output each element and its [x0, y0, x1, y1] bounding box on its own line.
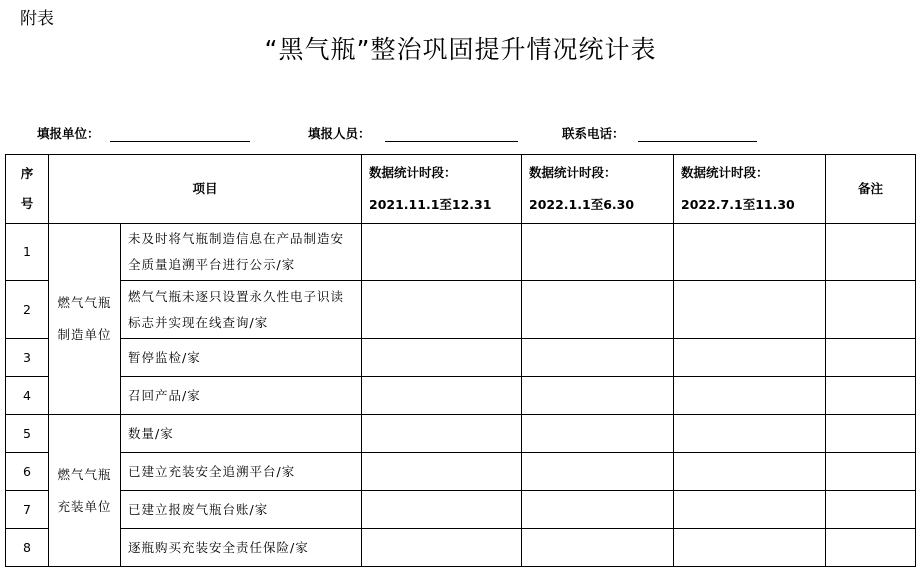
data-cell[interactable]: [362, 377, 522, 415]
group-line1: 燃气气瓶: [57, 295, 112, 310]
data-cell[interactable]: [674, 377, 826, 415]
row-item: 召回产品/家: [121, 377, 362, 415]
phone-label: 联系电话：: [562, 126, 625, 141]
row-number: 8: [6, 529, 49, 567]
header-period-2: [522, 155, 674, 224]
table-row: [6, 415, 916, 453]
data-cell[interactable]: [362, 281, 522, 339]
row-number: 2: [6, 281, 49, 339]
row-item: 未及时将气瓶制造信息在产品制造安全质量追溯平台进行公示/家: [121, 224, 362, 281]
row-item: 燃气气瓶未逐只设置永久性电子识读标志并实现在线查询/家: [121, 281, 362, 339]
statistics-table: [5, 154, 916, 567]
data-cell[interactable]: [362, 529, 522, 567]
period-range: 2022.7.1至11.30: [681, 197, 795, 212]
group-line2: 制造单位: [57, 327, 112, 342]
person-input-line[interactable]: [385, 141, 518, 142]
table-row: [6, 377, 916, 415]
header-seq-line2: 号: [20, 196, 34, 211]
header-period-1: [362, 155, 522, 224]
data-cell[interactable]: [522, 281, 674, 339]
person-label: 填报人员：: [308, 126, 371, 141]
data-cell[interactable]: [674, 453, 826, 491]
table-row: [6, 491, 916, 529]
unit-input-line[interactable]: [110, 141, 250, 142]
table-row: [6, 529, 916, 567]
row-number: 7: [6, 491, 49, 529]
period-label: 数据统计时段：: [529, 165, 617, 180]
data-cell[interactable]: [522, 377, 674, 415]
remark-cell[interactable]: [826, 529, 916, 567]
data-cell[interactable]: [674, 224, 826, 281]
data-cell[interactable]: [674, 281, 826, 339]
remark-cell[interactable]: [826, 377, 916, 415]
table-row: [6, 281, 916, 339]
row-item: 已建立充装安全追溯平台/家: [121, 453, 362, 491]
remark-cell[interactable]: [826, 281, 916, 339]
row-item: 逐瓶购买充装安全责任保险/家: [121, 529, 362, 567]
unit-label: 填报单位：: [37, 126, 100, 141]
row-number: 1: [6, 224, 49, 281]
data-cell[interactable]: [522, 415, 674, 453]
row-item: 已建立报废气瓶台账/家: [121, 491, 362, 529]
table-header-row: [6, 155, 916, 224]
table-row: [6, 453, 916, 491]
annex-label: 附表: [20, 9, 54, 29]
group-manufacturer: [49, 224, 121, 415]
data-cell[interactable]: [522, 529, 674, 567]
header-seq: [6, 155, 49, 224]
remark-cell[interactable]: [826, 415, 916, 453]
row-number: 6: [6, 453, 49, 491]
data-cell[interactable]: [522, 491, 674, 529]
table-row: [6, 339, 916, 377]
data-cell[interactable]: [362, 491, 522, 529]
period-label: 数据统计时段：: [681, 165, 769, 180]
group-filling: [49, 415, 121, 567]
row-item: 数量/家: [121, 415, 362, 453]
data-cell[interactable]: [674, 339, 826, 377]
remark-cell[interactable]: [826, 491, 916, 529]
remark-cell[interactable]: [826, 224, 916, 281]
data-cell[interactable]: [362, 339, 522, 377]
period-range: 2021.11.1至12.31: [369, 197, 492, 212]
group-line2: 充装单位: [57, 498, 112, 514]
phone-input-line[interactable]: [638, 141, 757, 142]
row-number: 3: [6, 339, 49, 377]
header-period-3: [674, 155, 826, 224]
data-cell[interactable]: [522, 453, 674, 491]
remark-cell[interactable]: [826, 339, 916, 377]
data-cell[interactable]: [674, 529, 826, 567]
data-cell[interactable]: [522, 339, 674, 377]
row-item: 暂停监检/家: [121, 339, 362, 377]
table-row: [6, 224, 916, 281]
group-line1: 燃气气瓶: [57, 466, 112, 482]
remark-cell[interactable]: [826, 453, 916, 491]
page-title: “黑气瓶”整治巩固提升情况统计表: [264, 35, 657, 64]
header-item: 项目: [49, 155, 362, 224]
header-remark: 备注: [826, 155, 916, 224]
data-cell[interactable]: [362, 224, 522, 281]
data-cell[interactable]: [362, 453, 522, 491]
data-cell[interactable]: [522, 224, 674, 281]
period-range: 2022.1.1至6.30: [529, 197, 635, 212]
row-number: 4: [6, 377, 49, 415]
data-cell[interactable]: [674, 491, 826, 529]
row-number: 5: [6, 415, 49, 453]
header-seq-line1: 序: [20, 166, 34, 181]
data-cell[interactable]: [674, 415, 826, 453]
period-label: 数据统计时段：: [369, 165, 457, 180]
data-cell[interactable]: [362, 415, 522, 453]
